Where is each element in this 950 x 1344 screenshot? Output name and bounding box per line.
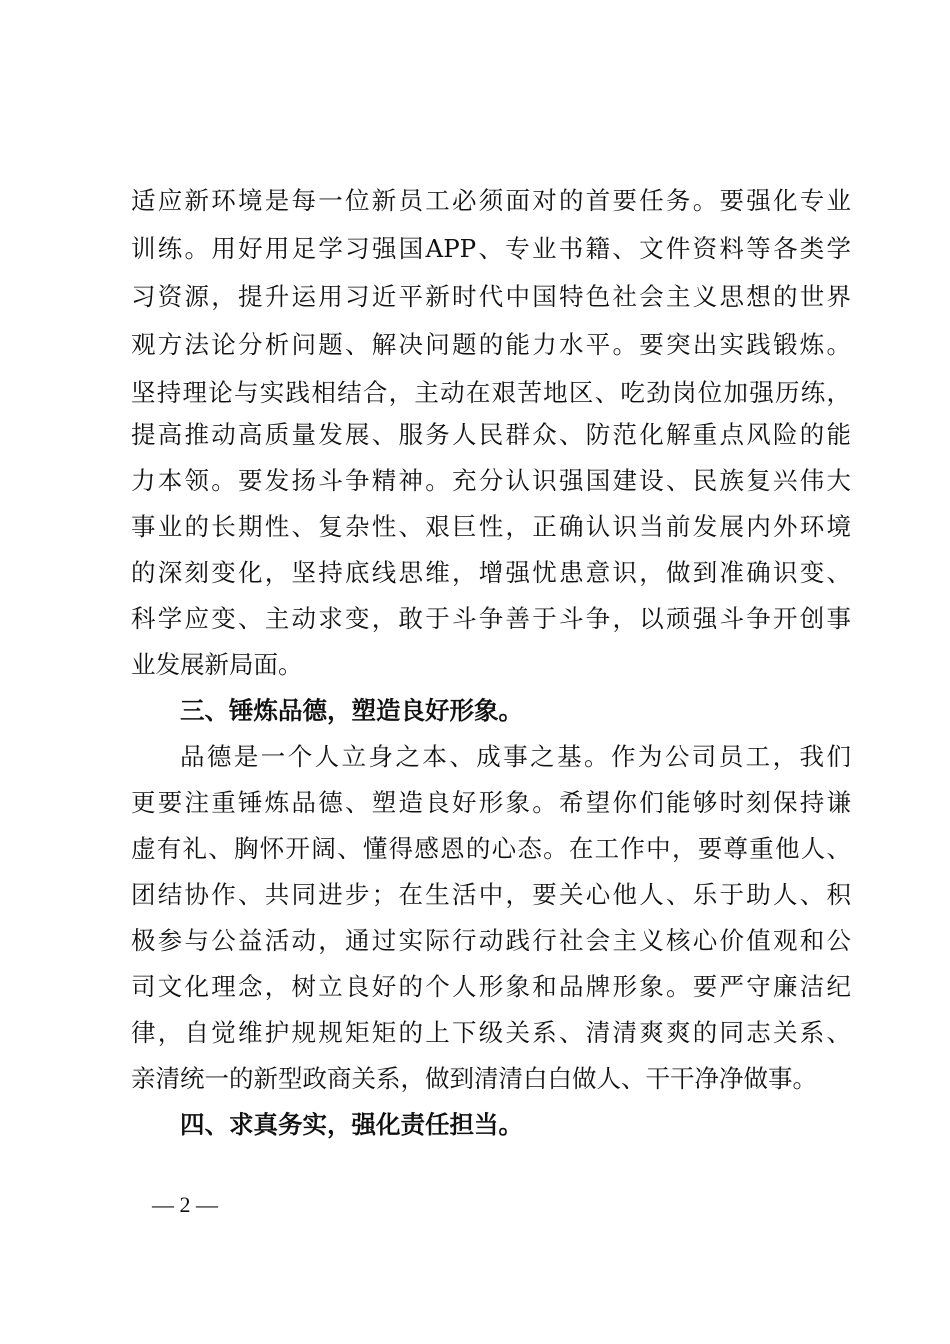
section-heading-4: 四、求真务实，强化责任担当。	[180, 1110, 523, 1139]
paragraph-line: 律，自觉维护规规矩矩的上下级关系、清清爽爽的同志关系、	[131, 1018, 851, 1047]
paragraph-line: 科学应变、主动求变，敢于斗争善于斗争，以顽强斗争开创事	[131, 604, 851, 633]
page-number: — 2 —	[152, 1192, 218, 1217]
paragraph-line: 更要注重锤炼品德、塑造良好形象。希望你们能够时刻保持谦	[131, 788, 851, 817]
paragraph-line: 提高推动高质量发展、服务人民群众、防范化解重点风险的能	[131, 420, 851, 449]
paragraph-line: 习资源，提升运用习近平新时代中国特色社会主义思想的世界	[131, 282, 851, 311]
paragraph-line: 力本领。要发扬斗争精神。充分认识强国建设、民族复兴伟大	[131, 466, 851, 495]
paragraph-line: 坚持理论与实践相结合，主动在艰苦地区、吃劲岗位加强历练，	[131, 378, 851, 407]
paragraph-line: 亲清统一的新型政商关系，做到清清白白做人、干干净净做事。	[131, 1064, 817, 1093]
paragraph-line: 观方法论分析问题、解决问题的能力水平。要突出实践锻炼。	[131, 330, 851, 359]
paragraph-line: 品德是一个人立身之本、成事之基。作为公司员工，我们	[180, 742, 851, 771]
paragraph-line: 业发展新局面。	[131, 650, 303, 679]
paragraph-line: 极参与公益活动，通过实际行动践行社会主义核心价值观和公	[131, 926, 851, 955]
paragraph-line: 训练。用好用足学习强国APP、专业书籍、文件资料等各类学	[131, 234, 851, 263]
section-heading-3: 三、锤炼品德，塑造良好形象。	[180, 696, 523, 725]
paragraph-line: 事业的长期性、复杂性、艰巨性，正确认识当前发展内外环境	[131, 512, 851, 541]
paragraph-line: 团结协作、共同进步；在生活中，要关心他人、乐于助人、积	[131, 880, 851, 909]
paragraph-line: 司文化理念，树立良好的个人形象和品牌形象。要严守廉洁纪	[131, 972, 851, 1001]
paragraph-line: 的深刻变化，坚持底线思维，增强忧患意识，做到准确识变、	[131, 558, 851, 587]
paragraph-line: 适应新环境是每一位新员工必须面对的首要任务。要强化专业	[131, 186, 851, 215]
paragraph-line: 虚有礼、胸怀开阔、懂得感恩的心态。在工作中，要尊重他人、	[131, 834, 851, 863]
